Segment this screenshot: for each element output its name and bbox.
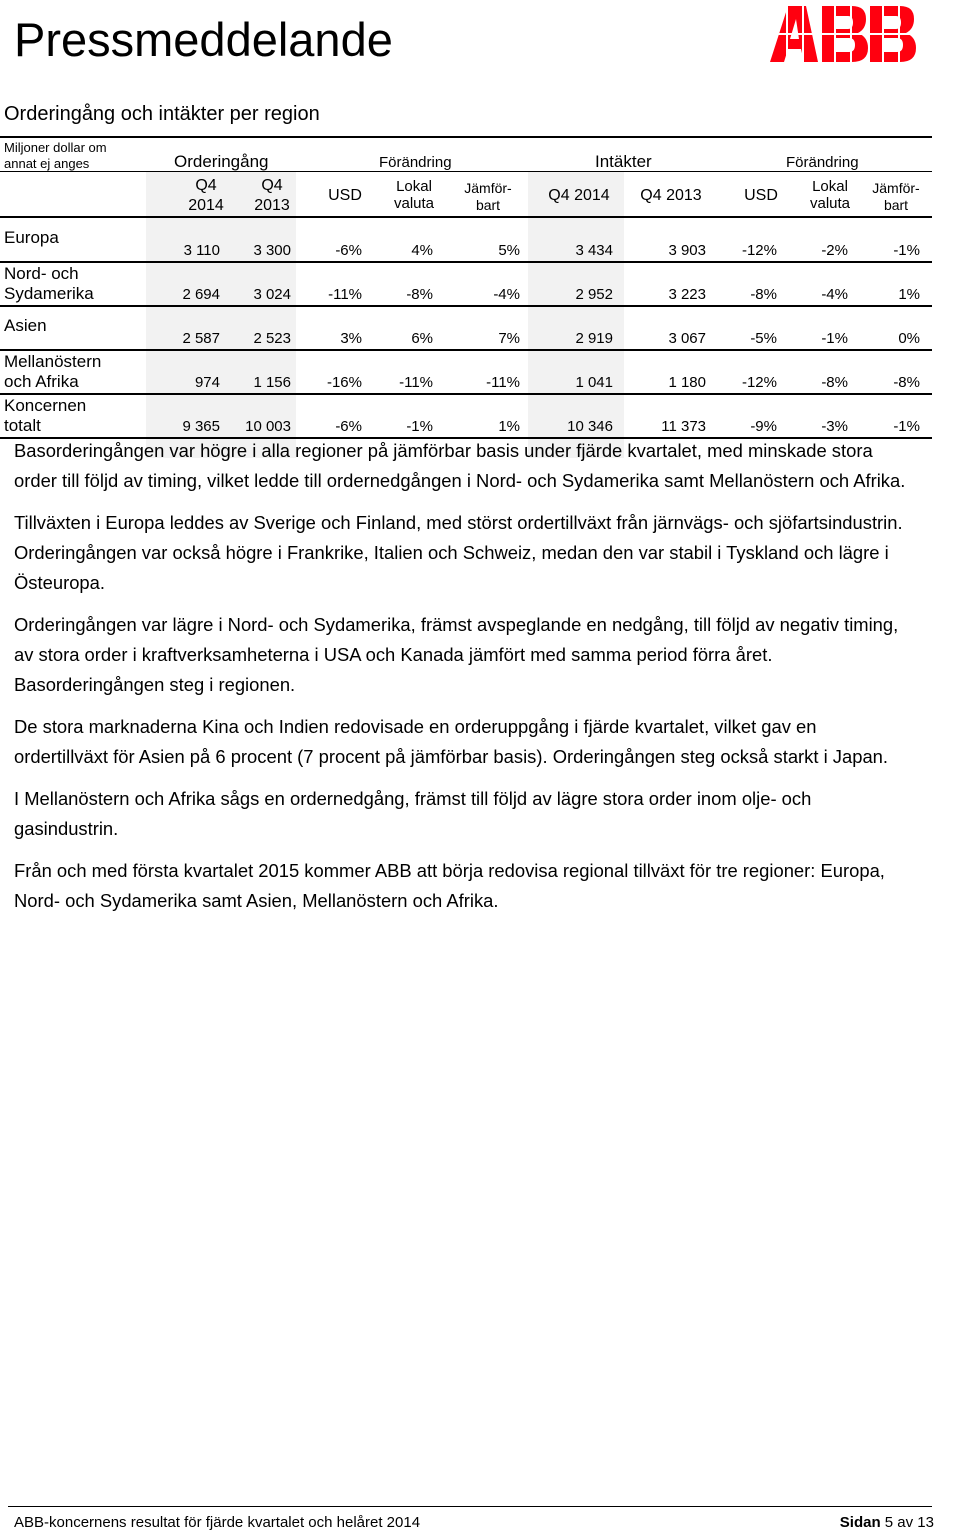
col-header-comparable: Jämför- bart [464, 180, 512, 213]
paragraph: Basorderingången var högre i alla regioner på jämförbar basis under fjärde kvartalet, med minskade stora order till följd av timing, vilket ledde till ordernedgången i Nord- och Sydamerika samt Mellanöstern och Afrika. [14, 440, 906, 491]
table-cell: 2 523 [253, 330, 291, 347]
table-cell: -8% [821, 374, 848, 391]
table-cell: 11 373 [661, 418, 706, 435]
row-label [4, 264, 94, 304]
table-cell: 3 300 [253, 242, 291, 259]
col-header-rev-q4-2013: Q4 2013 [640, 187, 702, 204]
table-cell: 1 156 [253, 374, 291, 391]
paragraph: De stora marknaderna Kina och Indien redovisade en orderuppgång i fjärde kvartalet, vilket gav en ordertillväxt för Asien på 6 procent (7 procent på jämförbar basis). Orderingången steg också starkt i Japan. [14, 716, 889, 767]
col-header-rev-q4-2014: Q4 2014 [548, 187, 610, 204]
table-cell: -8% [893, 374, 920, 391]
table-cell: 7% [498, 330, 520, 347]
table-cell: -4% [493, 286, 520, 303]
table-cell: 2 952 [575, 286, 613, 303]
row-label [4, 396, 86, 436]
table-cell: -12% [741, 242, 777, 259]
row-rule [0, 305, 932, 307]
row-label-line: Mellanöstern [4, 352, 102, 371]
table-cell: -1% [893, 242, 920, 259]
table-cell: 6% [411, 330, 433, 347]
table-cell: 1% [898, 286, 920, 303]
row-label-line: Europa [4, 228, 59, 247]
table-cell: 3% [340, 330, 362, 347]
paragraph: Tillväxten i Europa leddes av Sverige och Finland, med störst ordertillväxt från järnvägs- och sjöfartsindustrin. Orderingången var också högre i Frankrike, Italien och Schweiz, medan den var stabil i Tyskland och lägre i Östeuropa. [14, 512, 903, 593]
row-label-line: och Afrika [4, 372, 79, 391]
footer-document-title: ABB-koncernens resultat för fjärde kvartalet och helåret 2014 [14, 1514, 421, 1531]
col-header-rev-usd: USD [744, 187, 778, 204]
header-bottom-rule [0, 216, 932, 218]
row-rule [0, 261, 932, 263]
table-cell: -12% [741, 374, 777, 391]
footer-rule [8, 1506, 932, 1507]
col-header-q4-2014: Q4 2014 [188, 177, 224, 214]
row-label-line: Nord- och [4, 264, 79, 283]
table-cell: -2% [821, 242, 848, 259]
col-header-q4-2013: Q4 2013 [254, 177, 290, 214]
table-cell: -1% [893, 418, 920, 435]
table-row [0, 308, 932, 350]
table-cell: -6% [335, 242, 362, 259]
row-rule [0, 349, 932, 351]
row-label-line: Asien [4, 316, 47, 335]
paragraph: I Mellanöstern och Afrika sågs en ordernedgång, främst till följd av lägre stora order inom olje- och gasindustrin. [14, 788, 812, 839]
col-header-rev-comparable: Jämför- bart [872, 180, 920, 213]
row-label-line: Koncernen [4, 396, 87, 415]
table-cell: -1% [406, 418, 433, 435]
table-cell: 1 180 [668, 374, 706, 391]
group-header-revenue: Intäkter [595, 152, 652, 171]
table-top-rule [0, 136, 932, 138]
table-cell: 5% [498, 242, 520, 259]
table-cell: 2 694 [182, 286, 220, 303]
row-label [4, 352, 101, 392]
table-cell: -1% [821, 330, 848, 347]
table-cell: 2 919 [575, 330, 613, 347]
group-header-change2: Förändring [786, 154, 859, 171]
row-label-line: Sydamerika [4, 284, 94, 303]
table-cell: 10 346 [567, 418, 613, 435]
table-cell: 3 434 [575, 242, 613, 259]
row-rule [0, 393, 932, 395]
table-cell: -6% [335, 418, 362, 435]
table-cell: -3% [821, 418, 848, 435]
table-cell: 10 003 [245, 418, 291, 435]
row-label [4, 228, 59, 248]
table-cell: 4% [411, 242, 433, 259]
table-cell: 3 067 [668, 330, 706, 347]
table-cell: -8% [406, 286, 433, 303]
page-number: Sidan 5 av 13 [839, 1514, 934, 1531]
table-cell: 9 365 [182, 418, 220, 435]
section-title: Orderingång och intäkter per region [4, 103, 320, 125]
table-cell: 974 [194, 374, 220, 391]
table-cell: 3 903 [668, 242, 706, 259]
col-header-usd: USD [328, 187, 362, 204]
body-text [14, 436, 914, 928]
table-cell: 3 110 [183, 242, 220, 259]
table-cell: -9% [750, 418, 777, 435]
paragraph: Orderingången var lägre i Nord- och Sydamerika, främst avspeglande en nedgång, till följd av negativ timing, av stora order i kraftverksamheterna i USA och Kanada jämfört med samma period förra året. Basorderingången steg i regionen. [14, 614, 899, 695]
col-header-local: Lokal valuta [393, 178, 435, 212]
table-row [0, 264, 932, 306]
table-row [0, 220, 932, 262]
table-cell: -11% [399, 374, 433, 391]
table-cell: 1% [498, 418, 520, 435]
table-cell: -11% [486, 374, 520, 391]
table-cell: -11% [328, 286, 362, 303]
table-row [0, 396, 932, 438]
unit-note: Miljoner dollar om annat ej anges [4, 140, 107, 171]
table-cell: 2 587 [182, 330, 220, 347]
paragraph: Från och med första kvartalet 2015 kommer ABB att börja redovisa regional tillväxt för tre regioner: Europa, Nord- och Sydamerika samt Asien, Mellanöstern och Afrika. [14, 860, 885, 911]
table-row [0, 352, 932, 394]
table-cell: 0% [898, 330, 920, 347]
table-cell: 3 024 [253, 286, 291, 303]
header-mid-rule [0, 171, 932, 172]
table-cell: -5% [750, 330, 777, 347]
row-label [4, 316, 47, 336]
table-cell: 3 223 [668, 286, 706, 303]
table-cell: -16% [326, 374, 362, 391]
table-cell: -4% [821, 286, 848, 303]
col-header-rev-local: Lokal valuta [809, 178, 851, 212]
page-title: Pressmeddelande [14, 13, 393, 66]
group-header-change1: Förändring [379, 154, 452, 171]
table-cell: -8% [750, 286, 777, 303]
table-cell: 1 041 [575, 374, 613, 391]
row-label-line: totalt [4, 416, 41, 435]
abb-logo [768, 4, 918, 64]
group-header-orders: Orderingång [174, 152, 269, 171]
